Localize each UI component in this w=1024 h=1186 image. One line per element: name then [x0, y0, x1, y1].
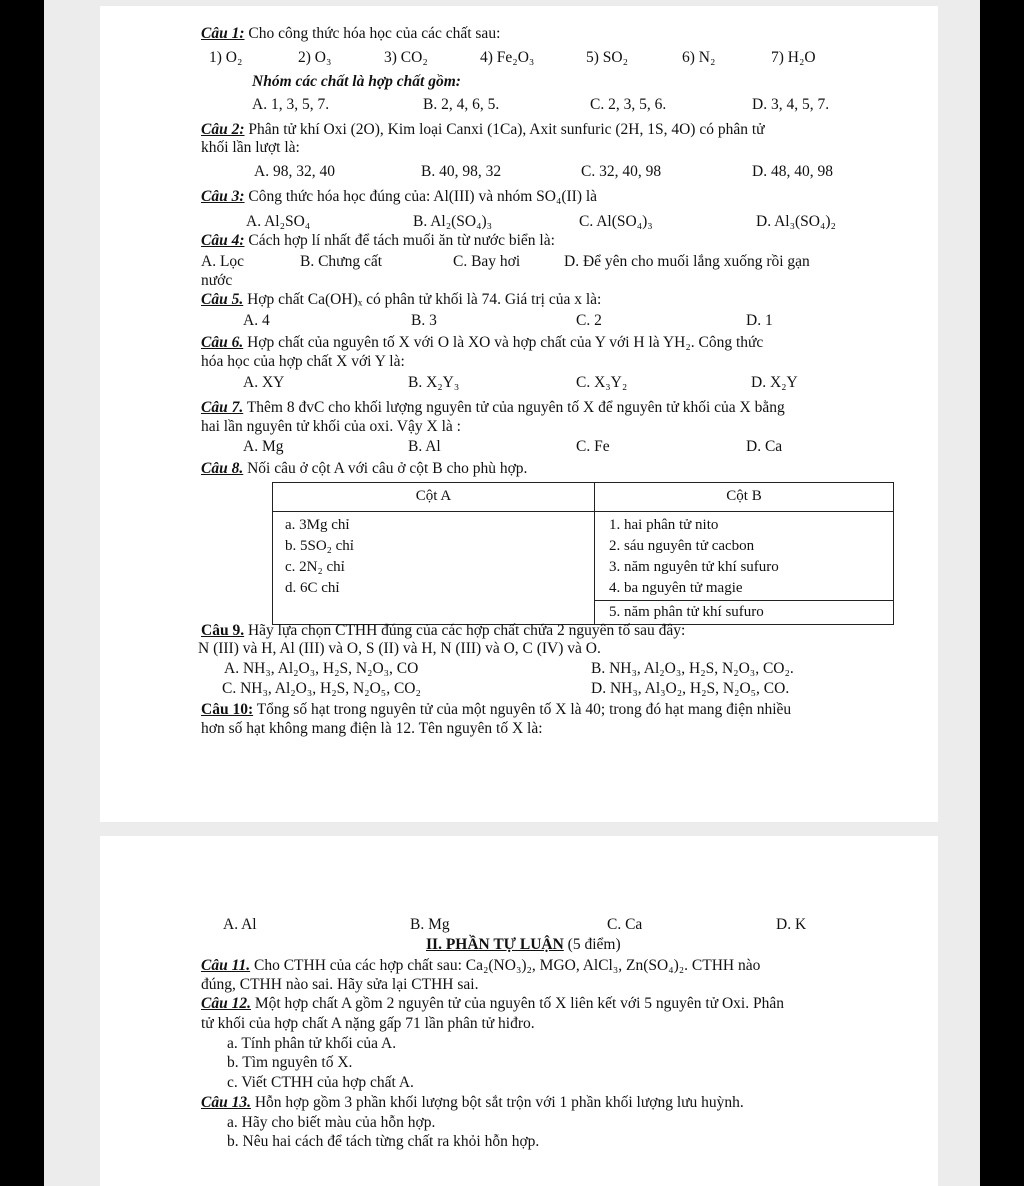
table-header-row [273, 483, 894, 512]
section-title: II. PHẦN TỰ LUẬN (5 điểm) [426, 936, 621, 953]
question-12: Câu 12. Một hợp chất A gồm 2 nguyên tử của nguyên tố X liên kết với 5 nguyên tử Oxi. Phân [201, 995, 784, 1012]
q10-option-c: C. Ca [607, 916, 643, 933]
column-a-item: c. 2N₂ chỉ [285, 559, 345, 575]
question-8: Câu 8. Nối câu ở cột A với câu ở cột B cho phù hợp. [201, 460, 528, 477]
column-b-header: Cột B [595, 483, 894, 512]
q1-item-3: 3) CO₂ [384, 49, 428, 66]
question-13: Câu 13. Hỗn hợp gồm 3 phần khối lượng bột sắt trộn với 1 phần khối lượng lưu huỳnh. [201, 1094, 744, 1111]
q5-option-d: D. 1 [746, 312, 773, 329]
question-3: Câu 3: Công thức hóa học đúng của: Al(III) và nhóm SO₄(II) là [201, 188, 598, 205]
question-6: Câu 6. Hợp chất của nguyên tố X với O là XO và hợp chất của Y với H là YH₂. Công thức [201, 334, 764, 351]
q7-text-cont: hai lần nguyên tử khối của oxi. Vậy X là : [201, 418, 461, 435]
q1-item-2: 2) O₃ [298, 49, 332, 66]
column-a-item: a. 3Mg chỉ [285, 517, 350, 533]
q6-option-b: B. X₂Y₃ [408, 374, 460, 391]
matching-table [272, 482, 894, 625]
column-a-cell [273, 512, 595, 625]
q2-option-b: B. 40, 98, 32 [421, 163, 502, 180]
question-2: Câu 2: Phân tử khí Oxi (2O), Kim loại Canxi (1Ca), Axit sunfuric (2H, 1S, 4O) có phân tử [201, 121, 765, 138]
q13-part-b: b. Nêu hai cách để tách từng chất ra khỏi hỗn hợp. [227, 1133, 540, 1150]
q3-option-d: D. Al₃(SO₄)₂ [756, 213, 836, 230]
q13-part-a: a. Hãy cho biết màu của hỗn hợp. [227, 1114, 436, 1131]
q2-option-d: D. 48, 40, 98 [752, 163, 833, 180]
q4-option-b: B. Chưng cất [300, 253, 383, 270]
q12-part-a: a. Tính phân tử khối của A. [227, 1035, 397, 1052]
q12-part-c: c. Viết CTHH của hợp chất A. [227, 1074, 414, 1091]
column-b-item: 4. ba nguyên tử magie [609, 580, 743, 596]
q1-item-6: 6) N₂ [682, 49, 716, 66]
q3-option-c: C. Al(SO₄)₃ [579, 213, 653, 230]
q10-option-d: D. K [776, 916, 807, 933]
q1-prompt: Nhóm các chất là hợp chất gồm: [252, 73, 461, 90]
q1-item-7: 7) H₂O [771, 49, 816, 66]
column-a-item: d. 6C chỉ [285, 580, 340, 596]
document-page-1 [100, 6, 938, 822]
q10-option-a: A. Al [223, 916, 257, 933]
question-4: Câu 4: Cách hợp lí nhất để tách muối ăn từ nước biển là: [201, 232, 555, 249]
q9-option-d: D. NH₃, Al₃O₂, H₂S, N₂O₅, CO. [591, 680, 790, 697]
q12-text-cont: tử khối của hợp chất A nặng gấp 71 lần phân tử hiđro. [201, 1015, 535, 1032]
q9-option-a: A. NH₃, Al₂O₃, H₂S, N₂O₃, CO [224, 660, 419, 677]
q10-text-cont: hơn số hạt không mang điện là 12. Tên nguyên tố X là: [201, 720, 543, 737]
column-b-item: 3. năm nguyên tử khí sufuro [609, 559, 779, 575]
question-11: Câu 11. Cho CTHH của các hợp chất sau: Ca₂(NO₃)₂, MGO, AlCl₃, Zn(SO₄)₂. CTHH nào [201, 957, 761, 974]
q7-option-a: A. Mg [243, 438, 284, 455]
q7-option-c: C. Fe [576, 438, 610, 455]
q5-option-b: B. 3 [411, 312, 437, 329]
q6-option-c: C. X₃Y₂ [576, 374, 628, 391]
question-10: Câu 10: Tổng số hạt trong nguyên tử của một nguyên tố X là 40; trong đó hạt mang điện nhiều [201, 701, 792, 718]
q5-option-c: C. 2 [576, 312, 602, 329]
q1-item-1: 1) O₂ [209, 49, 243, 66]
column-a-item: b. 5SO₂ chỉ [285, 538, 354, 554]
q2-option-c: C. 32, 40, 98 [581, 163, 662, 180]
document-page-2 [100, 836, 938, 1186]
q4-option-c: C. Bay hơi [453, 253, 521, 270]
q3-option-b: B. Al₂(SO₄)₃ [413, 213, 493, 230]
q7-option-d: D. Ca [746, 438, 783, 455]
q1-option-b: B. 2, 4, 6, 5. [423, 96, 500, 113]
q1-item-4: 4) Fe₂O₃ [480, 49, 535, 66]
q1-option-d: D. 3, 4, 5, 7. [752, 96, 830, 113]
q1-item-5: 5) SO₂ [586, 49, 629, 66]
q4-option-a: A. Lọc [201, 253, 245, 270]
q3-option-a: A. Al₂SO₄ [246, 213, 311, 230]
column-b-item: 5. năm phân tử khí sufuro [595, 600, 893, 624]
question-7: Câu 7. Thêm 8 đvC cho khối lượng nguyên tử của nguyên tố X để nguyên tử khối của X bằng [201, 399, 785, 416]
q6-text-cont: hóa học của hợp chất X với Y là: [201, 353, 405, 370]
q6-option-a: A. XY [243, 374, 285, 391]
q9-text-cont: N (III) và H, Al (III) và O, S (II) và H, N (III) và O, C (IV) và O. [198, 640, 601, 657]
q7-option-b: B. Al [408, 438, 441, 455]
q11-text-cont: đúng, CTHH nào sai. Hãy sửa lại CTHH sai. [201, 976, 479, 993]
column-a-header: Cột A [273, 483, 595, 512]
question-5: Câu 5. Hợp chất Ca(OH)ₓ có phân tử khối là 74. Giá trị của x là: [201, 291, 602, 308]
q12-part-b: b. Tìm nguyên tố X. [227, 1054, 353, 1071]
q4-option-d: D. Để yên cho muối lắng xuống rồi gạn [564, 253, 810, 270]
q10-option-b: B. Mg [410, 916, 450, 933]
q9-option-c: C. NH₃, Al₂O₃, H₂S, N₂O₅, CO₂ [222, 680, 421, 697]
table-row [273, 512, 894, 625]
question-9: Câu 9. Hãy lựa chọn CTHH đúng của các hợp chất chứa 2 nguyên tố sau đây: [201, 622, 686, 639]
q1-option-c: C. 2, 3, 5, 6. [590, 96, 667, 113]
q2-option-a: A. 98, 32, 40 [254, 163, 335, 180]
column-b-cell [595, 512, 894, 625]
q1-option-a: A. 1, 3, 5, 7. [252, 96, 330, 113]
q9-option-b: B. NH₃, Al₂O₃, H₂S, N₂O₃, CO₂. [591, 660, 794, 677]
column-b-item: 2. sáu nguyên tử cacbon [609, 538, 755, 554]
column-b-item: 1. hai phân tử nito [609, 517, 719, 533]
q5-option-a: A. 4 [243, 312, 270, 329]
q6-option-d: D. X₂Y [751, 374, 798, 391]
q4-option-d-cont: nước [201, 272, 233, 289]
q2-text-cont: khối lần lượt là: [201, 139, 300, 156]
question-1: Câu 1: Cho công thức hóa học của các chất sau: [201, 25, 501, 42]
